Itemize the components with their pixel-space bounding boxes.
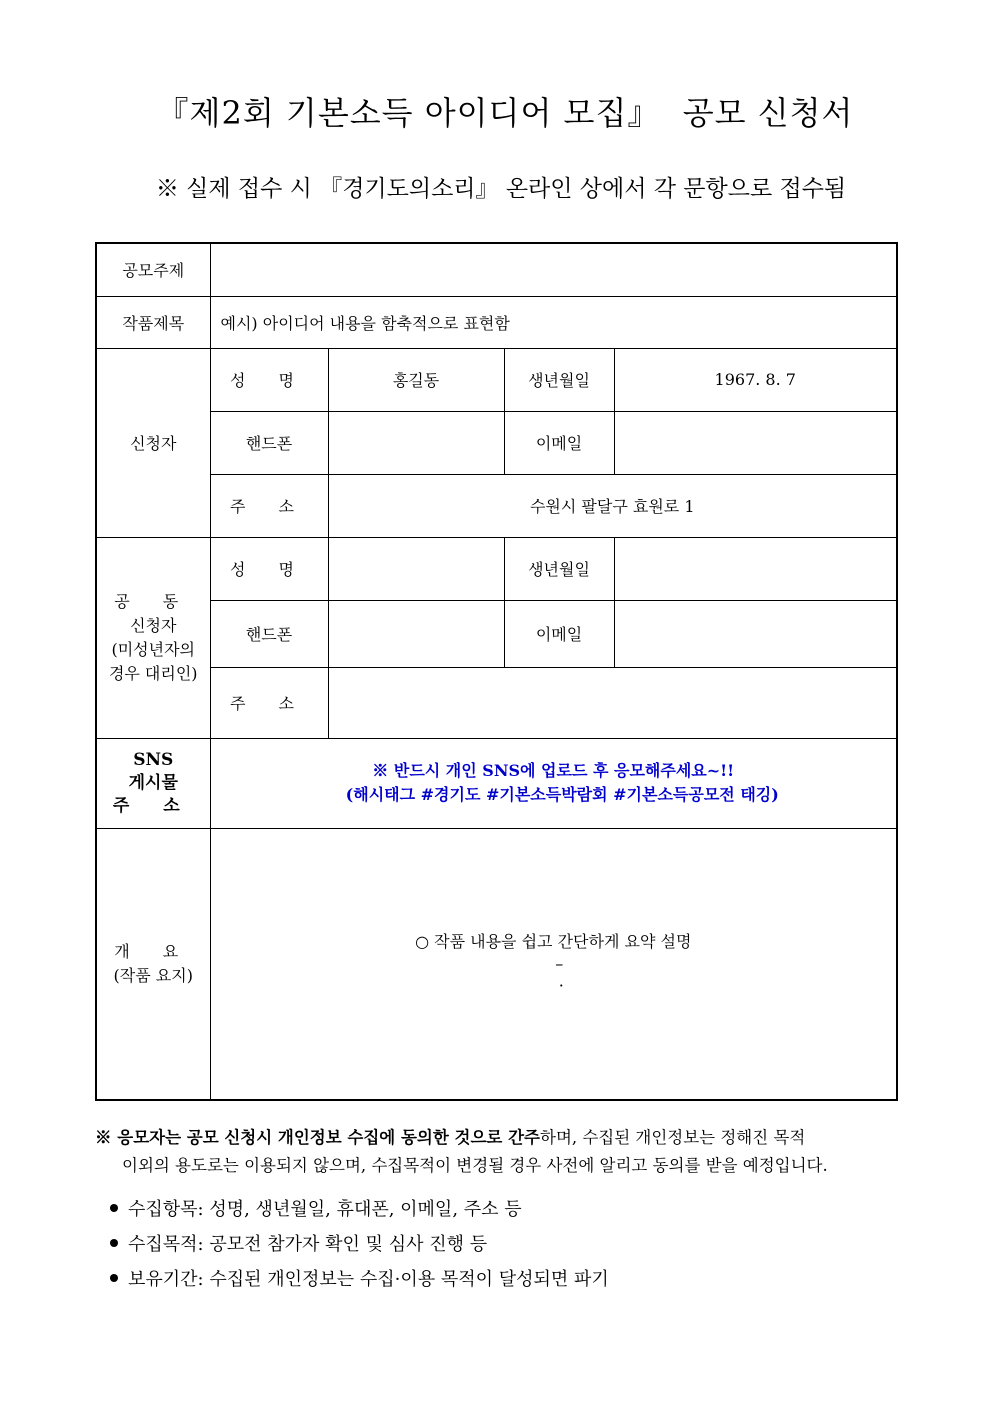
applicant-name-row (96, 348, 897, 411)
co-applicant-birth-label: 생년월일 (504, 537, 614, 600)
bullet-item: 수집항목: 성명, 생년월일, 휴대폰, 이메일, 주소 등 (110, 1192, 609, 1227)
summary-dot: · (558, 975, 564, 995)
applicant-phone-label: 핸드폰 (210, 411, 328, 474)
bullet-icon (110, 1239, 118, 1247)
theme-label: 공모주제 (96, 243, 210, 296)
sns-notice: ※ 반드시 개인 SNS에 업로드 후 응모해주세요~!! (372, 761, 735, 780)
applicant-email-field[interactable] (614, 411, 897, 474)
applicant-birth-field[interactable]: 1967. 8. 7 (614, 348, 897, 411)
co-applicant-contact-row (96, 600, 897, 667)
co-applicant-birth-field[interactable] (614, 537, 897, 600)
co-applicant-name-label: 성 명 (210, 537, 328, 600)
summary-field[interactable] (210, 828, 897, 1100)
applicant-phone-field[interactable] (328, 411, 504, 474)
notice-mark: ※ (95, 1128, 118, 1147)
work-title-label: 작품제목 (96, 296, 210, 348)
co-applicant-phone-field[interactable] (328, 600, 504, 667)
work-title-row (96, 296, 897, 348)
summary-guide: ○ 작품 내용을 쉽고 간단하게 요약 설명 (415, 931, 692, 951)
document-title: 『제2회 기본소득 아이디어 모집』 공모 신청서 (156, 94, 854, 132)
privacy-notice (95, 1124, 915, 1180)
sns-label: SNS 게시물 주 소 (96, 738, 210, 828)
co-applicant-email-label: 이메일 (504, 600, 614, 667)
bullet-icon (110, 1274, 118, 1282)
document-subtitle: ※ 실제 접수 시 『경기도의소리』 온라인 상에서 각 문항으로 접수됨 (155, 176, 847, 202)
summary-label: 개 요 (작품 요지) (96, 828, 210, 1100)
sns-hashtag-notice: (해시태그 #경기도 #기본소득박람회 #기본소득공모전 태깅) (345, 785, 779, 804)
summary-dash: – (555, 953, 564, 973)
notice-line2: 이외의 용도로는 이용되지 않으며, 수집목적이 변경될 경우 사전에 알리고 동의를 받을 예정입니다. (122, 1156, 828, 1175)
co-applicant-phone-label: 핸드폰 (210, 600, 328, 667)
applicant-email-label: 이메일 (504, 411, 614, 474)
work-title-field[interactable]: 예시) 아이디어 내용을 함축적으로 표현함 (210, 296, 897, 348)
applicant-name-label: 성 명 (210, 348, 328, 411)
applicant-address-field[interactable]: 수원시 팔달구 효원로 1 (328, 474, 897, 537)
bullet-item: 보유기간: 수집된 개인정보는 수집·이용 목적이 달성되면 파기 (110, 1262, 609, 1297)
summary-row (96, 828, 897, 1100)
applicant-address-label: 주 소 (210, 474, 328, 537)
bullet-item: 수집목적: 공모전 참가자 확인 및 심사 진행 등 (110, 1227, 609, 1262)
sns-row (96, 738, 897, 828)
applicant-name-field[interactable]: 홍길동 (328, 348, 504, 411)
sns-address-field[interactable] (210, 738, 897, 828)
applicant-birth-label: 생년월일 (504, 348, 614, 411)
co-applicant-address-label: 주 소 (210, 667, 328, 738)
notice-rest: 하며, 수집된 개인정보는 정해진 목적 (540, 1128, 806, 1147)
notice-bold: 응모자는 공모 신청시 개인정보 수집에 동의한 것으로 간주 (117, 1128, 540, 1147)
applicant-contact-row (96, 411, 897, 474)
applicant-address-row (96, 474, 897, 537)
co-applicant-address-row (96, 667, 897, 738)
co-applicant-email-field[interactable] (614, 600, 897, 667)
co-applicant-label: 공 동 신청자 (미성년자의 경우 대리인) (96, 537, 210, 738)
theme-field[interactable] (210, 243, 897, 296)
co-applicant-address-field[interactable] (328, 667, 897, 738)
theme-row (96, 243, 897, 296)
co-applicant-name-row (96, 537, 897, 600)
co-applicant-name-field[interactable] (328, 537, 504, 600)
bullet-icon (110, 1204, 118, 1212)
application-form-table (95, 242, 898, 1101)
privacy-bullets (110, 1192, 609, 1297)
applicant-label: 신청자 (96, 348, 210, 537)
